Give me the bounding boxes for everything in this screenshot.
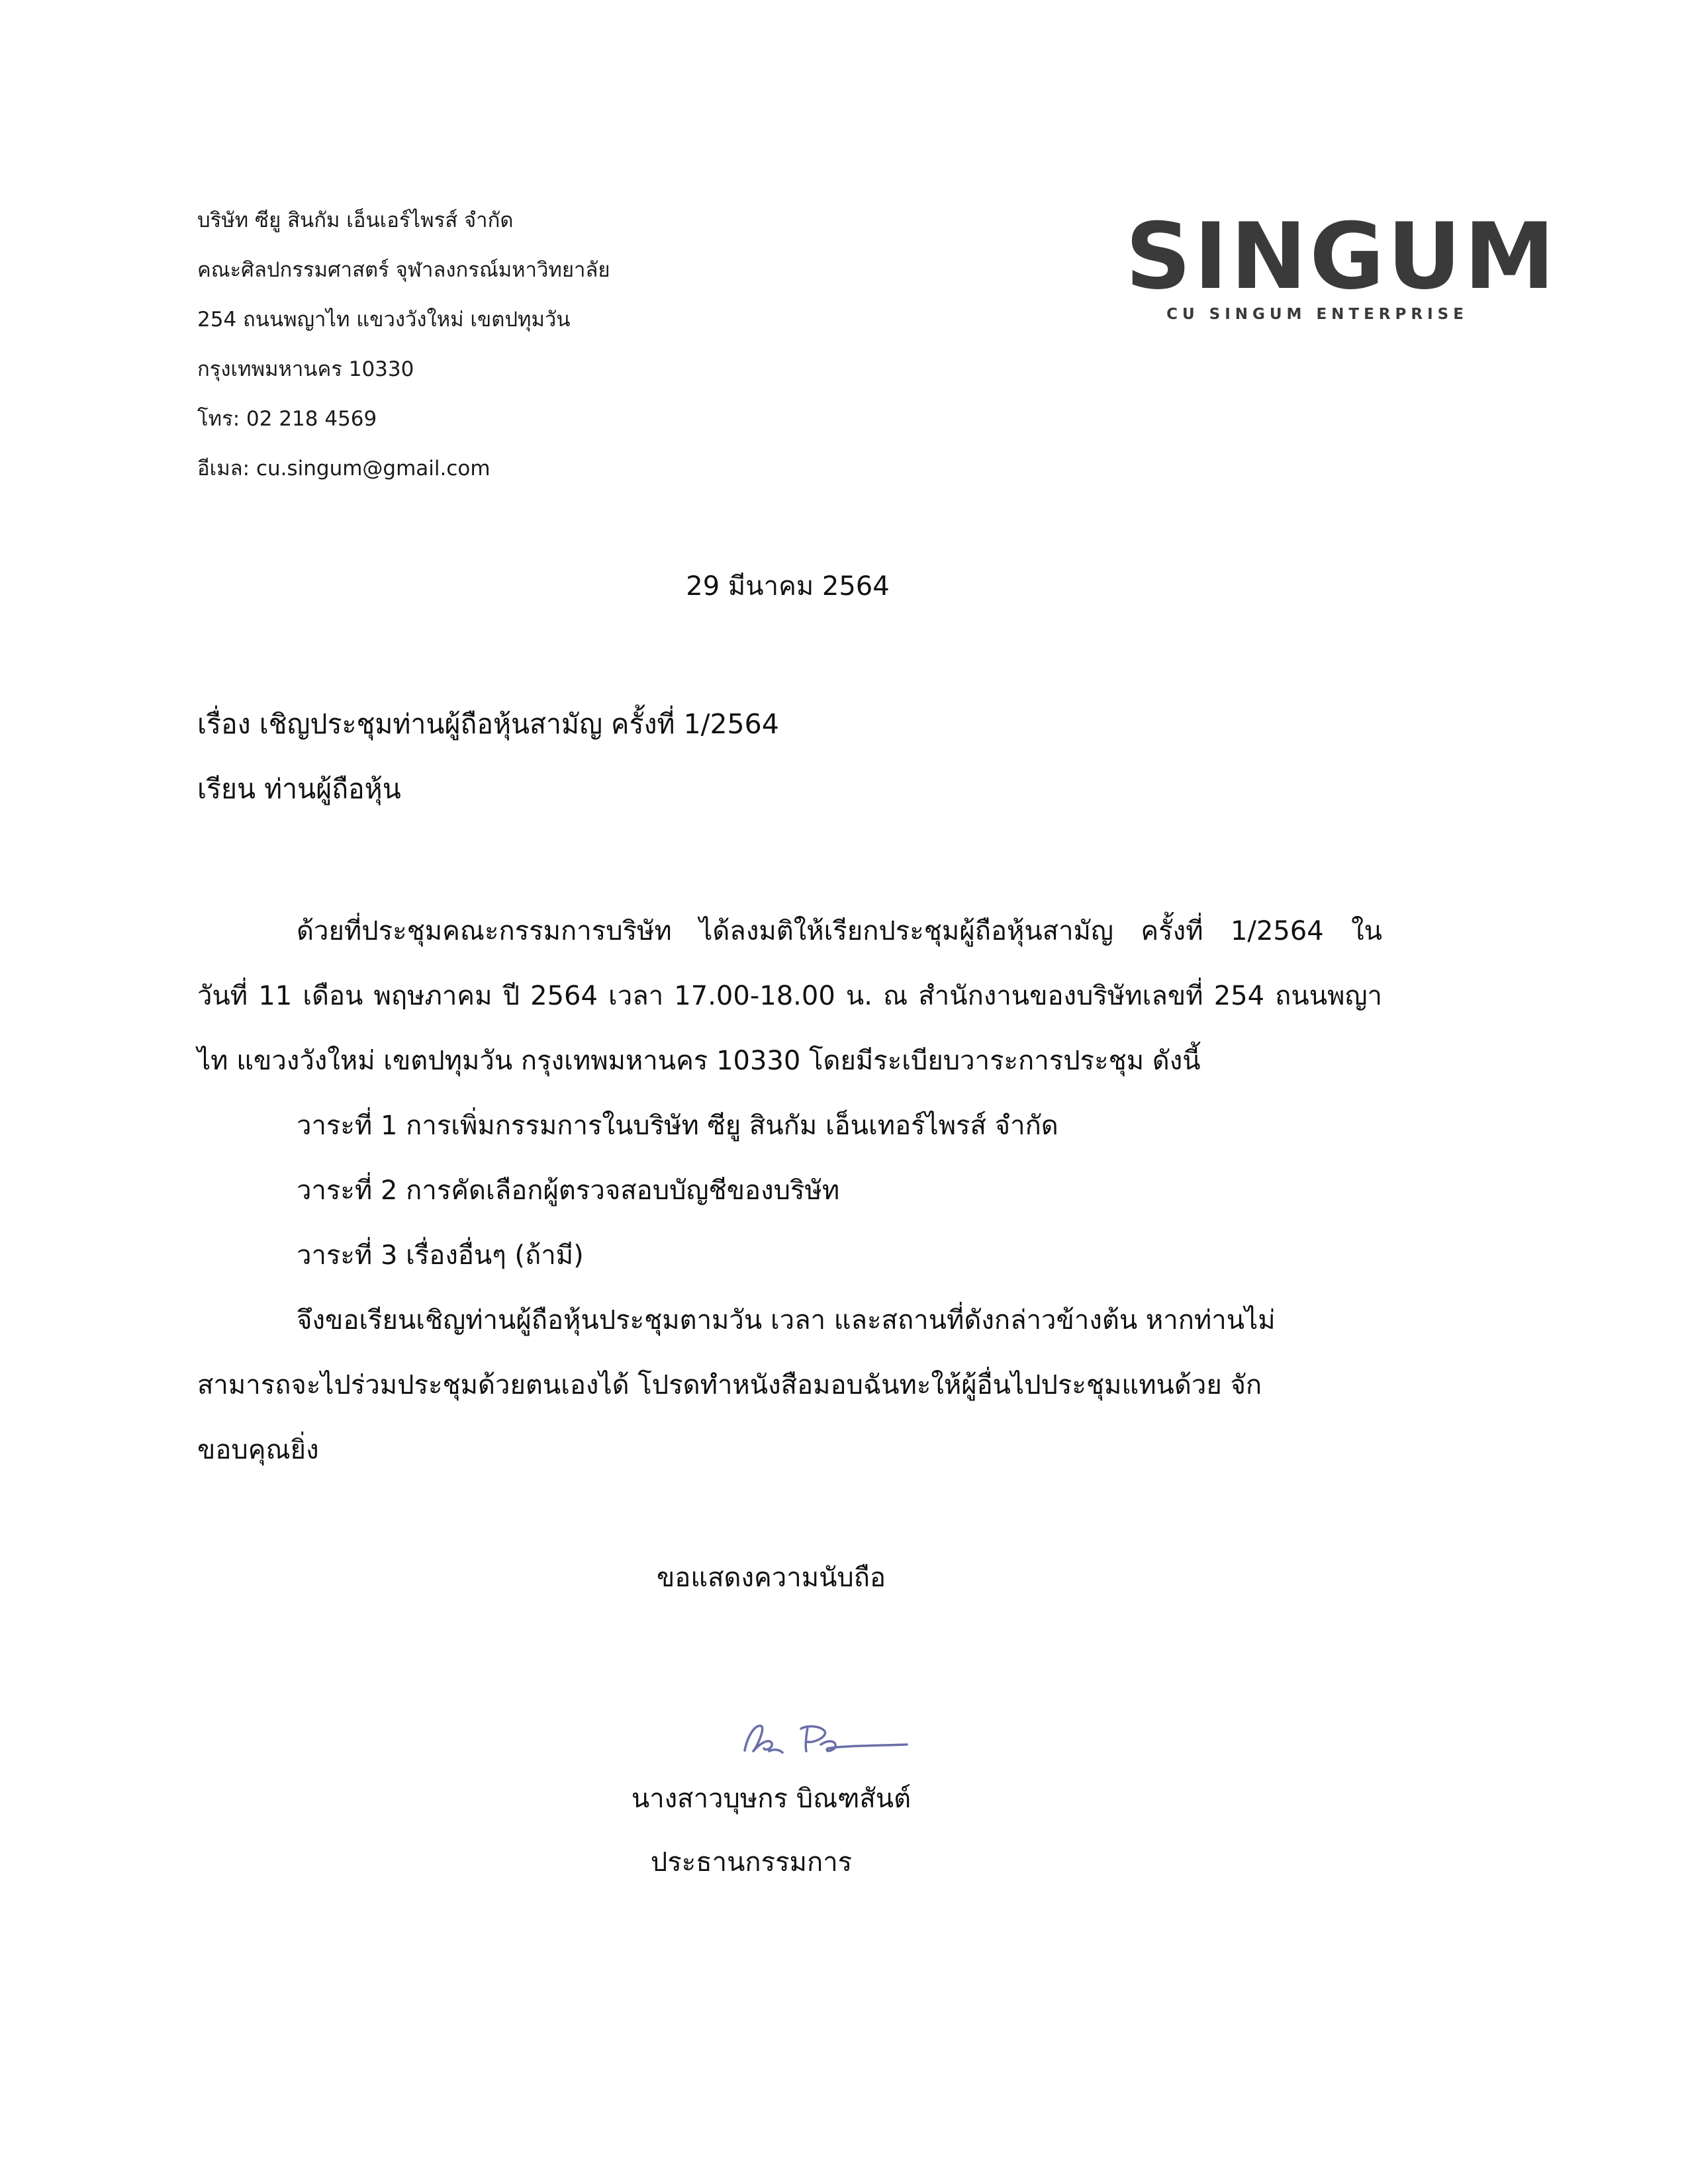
sender-phone: โทร: 02 218 4569 xyxy=(197,407,377,431)
body-paragraph2-line: ขอบคุณยิ่ง xyxy=(197,1435,319,1465)
letter-date xyxy=(0,567,1575,606)
sender-faculty: คณะศิลปกรรมศาสตร์ จุฬาลงกรณ์มหาวิทยาลัย xyxy=(197,258,610,282)
letter-subject: เรื่อง เชิญประชุมท่านผู้ถือหุ้นสามัญ ครั้งที่ 1/2564 xyxy=(197,708,779,740)
body-paragraph2-line: จึงขอเรียนเชิญท่านผู้ถือหุ้นประชุมตามวัน เวลา และสถานที่ดังกล่าวข้างต้น หากท่านไม่ xyxy=(297,1305,1276,1336)
sender-street: 254 ถนนพญาไท แขวงวังใหม่ เขตปทุมวัน xyxy=(197,308,571,332)
sender-address-block xyxy=(197,196,859,494)
agenda-item-1: วาระที่ 1 การเพิ่มกรรมการในบริษัท ซียู สินกัม เอ็นเทอร์ไพรส์ จำกัด xyxy=(297,1111,1058,1141)
logo-tagline: CU SINGUM ENTERPRISE xyxy=(1166,306,1468,323)
sender-city: กรุงเทพมหานคร 10330 xyxy=(197,357,414,381)
letter-salutation: เรียน ท่านผู้ถือหุ้น xyxy=(197,773,401,805)
body-paragraph2-line: สามารถจะไปร่วมประชุมด้วยตนเองได้ โปรดทำหนังสือมอบฉันทะให้ผู้อื่นไปประชุมแทนด้วย จัก xyxy=(197,1370,1262,1400)
body-paragraph1-line: วันที่ 11 เดือน พฤษภาคม ปี 2564 เวลา 17.00-18.00 น. ณ สำนักงานของบริษัทเลขที่ 254 ถนนพญา xyxy=(197,981,1383,1011)
body-paragraph1-line: ไท แขวงวังใหม่ เขตปทุมวัน กรุงเทพมหานคร 10330 โดยมีระเบียบวาระการประชุม ดังนี้ xyxy=(197,1046,1201,1076)
body-paragraph1-line: ด้วยที่ประชุมคณะกรรมการบริษัท ได้ลงมติให้เรียกประชุมผู้ถือหุ้นสามัญ ครั้งที่ 1/2564 ใน xyxy=(297,916,1382,946)
agenda-item-2: วาระที่ 2 การคัดเลือกผู้ตรวจสอบบัญชีของบริษัท xyxy=(297,1175,840,1206)
logo-wordmark: SINGUM xyxy=(1125,203,1558,310)
signer-name: นางสาวบุษกร บิณฑสันต์ xyxy=(631,1784,912,1814)
sender-company: บริษัท ซียู สินกัม เอ็นเอร์ไพรส์ จำกัด xyxy=(197,208,514,232)
letter-body xyxy=(197,899,1382,1482)
signer-title: ประธานกรรมการ xyxy=(650,1847,853,1878)
agenda-item-3: วาระที่ 3 เรื่องอื่นๆ (ถ้ามี) xyxy=(297,1240,584,1271)
handwritten-signature xyxy=(708,1688,927,1774)
closing-phrase: ขอแสดงความนับถือ xyxy=(656,1563,886,1593)
letter-date-text: 29 มีนาคม 2564 xyxy=(686,571,890,602)
sender-email: อีเมล: cu.singum@gmail.com xyxy=(197,457,491,480)
company-logo xyxy=(1125,203,1558,323)
